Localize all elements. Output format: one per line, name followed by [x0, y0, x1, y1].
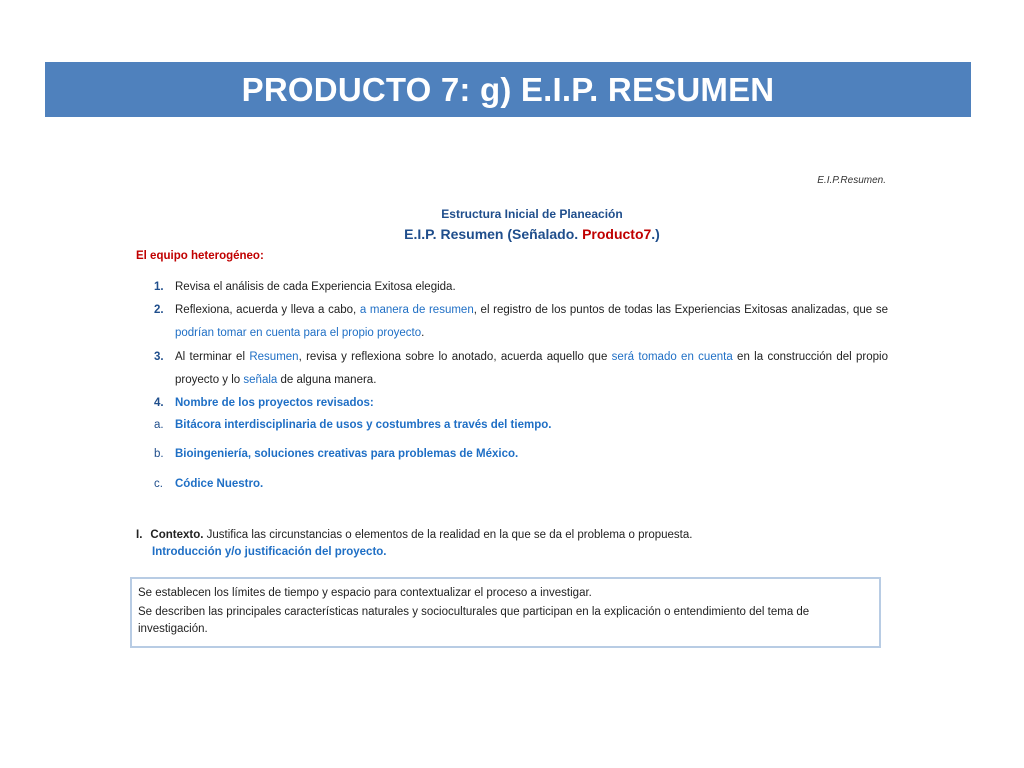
intro-label: El equipo heterogéneo:: [136, 250, 264, 262]
project-name: Bitácora interdisciplinaria de usos y costumbres a través del tiempo.: [175, 419, 552, 431]
item-highlight: Resumen: [249, 351, 299, 363]
context-section: [136, 527, 816, 561]
project-letter: c.: [154, 478, 163, 490]
item-text: de alguna manera.: [277, 374, 377, 386]
project-letter: b.: [154, 448, 164, 460]
list-item: [154, 299, 888, 345]
item-text: Al terminar el: [175, 351, 250, 363]
project-item: [154, 414, 888, 437]
document-heading: Estructura Inicial de Planeación: [441, 207, 623, 221]
list-item: [154, 346, 888, 392]
project-item: [154, 443, 888, 466]
list-item: [154, 392, 888, 415]
item-text: , el registro de los puntos de todas las Experiencias Exitosas analizadas, que se: [473, 304, 888, 316]
subheading-part1: E.I.P. Resumen (Señalado.: [404, 226, 583, 242]
subheading-product: Producto7: [582, 226, 652, 242]
context-text: Justifica las circunstancias o elementos de la realidad en la que se da el problema o propuesta.: [203, 529, 693, 541]
context-subtitle: Introducción y/o justificación del proyecto.: [152, 546, 387, 558]
item-number: 3.: [154, 351, 164, 363]
item-number: 4.: [154, 397, 164, 409]
item-text: .: [421, 327, 425, 339]
document-reference: E.I.P.Resumen.: [817, 175, 886, 186]
item-highlight: será tomado en cuenta: [611, 351, 733, 363]
item-text: Reflexiona, acuerda y lleva a cabo,: [175, 304, 360, 316]
item-text: en la construcción del propio proyecto y lo: [175, 351, 888, 386]
project-item: [154, 473, 888, 496]
note-line: Se establecen los límites de tiempo y espacio para contextualizar el proceso a investigar.: [138, 587, 592, 599]
subheading-part2: .): [651, 226, 660, 242]
list-item: [154, 276, 888, 299]
note-box: [130, 577, 881, 648]
context-roman: I.: [136, 529, 143, 541]
item-highlight: señala: [243, 374, 278, 386]
note-line: Se describen las principales características naturales y socioculturales que participan en la explicación o entendimiento del tema de investigación.: [138, 606, 810, 635]
context-keyword: Contexto.: [150, 529, 204, 541]
item-text: Revisa el análisis de cada Experiencia Exitosa elegida.: [175, 281, 456, 293]
project-name: Códice Nuestro.: [175, 478, 264, 490]
item-highlight: a manera de resumen: [359, 304, 474, 316]
item-number: 1.: [154, 281, 164, 293]
project-letter: a.: [154, 419, 164, 431]
document-subheading: [0, 226, 1024, 242]
project-name: Bioingeniería, soluciones creativas para problemas de México.: [175, 448, 519, 460]
item-text: , revisa y reflexiona sobre lo anotado, acuerda aquello que: [298, 351, 612, 363]
item-text: Nombre de los proyectos revisados:: [175, 397, 374, 409]
slide-title-text: PRODUCTO 7: g) E.I.P. RESUMEN: [241, 70, 775, 108]
item-highlight: podrían tomar en cuenta para el propio proyecto: [175, 327, 422, 339]
item-number: 2.: [154, 304, 164, 316]
